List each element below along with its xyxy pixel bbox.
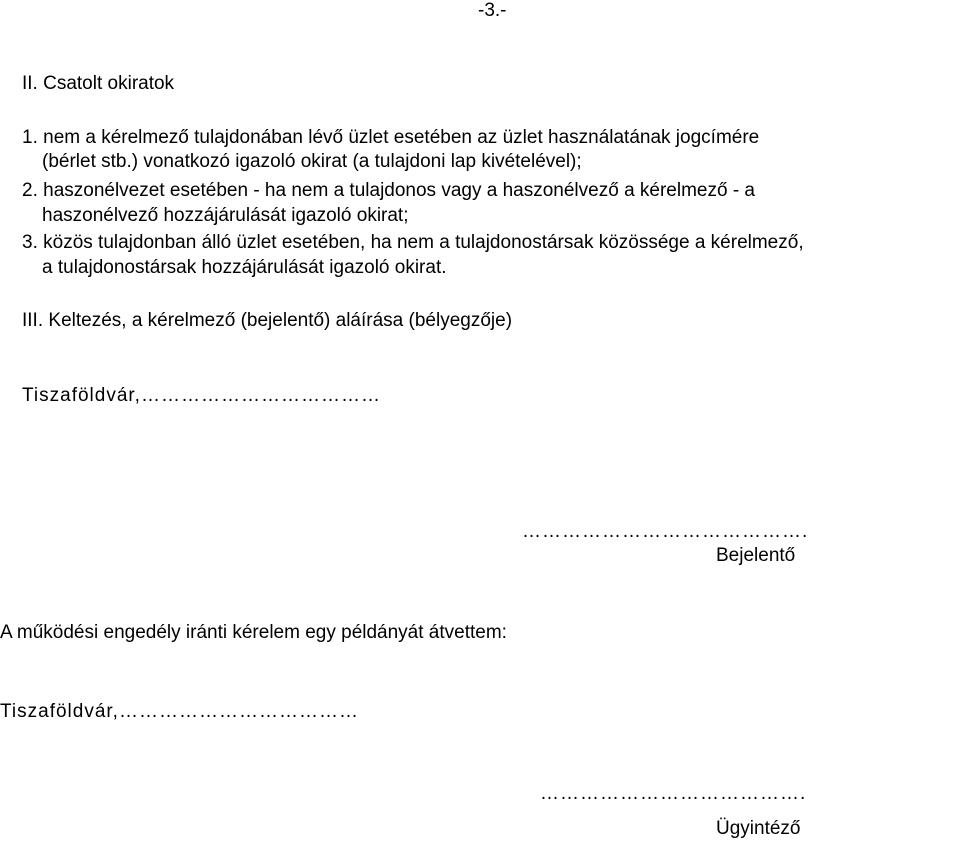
section-ii-title: II. Csatolt okiratok xyxy=(22,73,175,94)
clerk-place-date: Tiszaföldvár,……………………………… xyxy=(0,701,359,722)
applicant-signature-line: ……………………………………. xyxy=(522,521,809,542)
list-item-2-line-2: haszonélvező hozzájárulását igazoló okirat; xyxy=(42,205,409,226)
list-item-1-line-1: 1. nem a kérelmező tulajdonában lévő üzlet esetében az üzlet használatának jogcímére xyxy=(22,127,760,148)
clerk-signature-line: …………………………………. xyxy=(540,783,807,804)
applicant-place-date: Tiszaföldvár,……………………………… xyxy=(22,385,381,406)
page-number: -3.- xyxy=(478,0,507,21)
list-item-2-line-1: 2. haszonélvezet esetében - ha nem a tulajdonos vagy a haszonélvező a kérelmező - a xyxy=(22,180,756,201)
list-item-3-line-2: a tulajdonostársak hozzájárulását igazoló okirat. xyxy=(42,257,447,278)
section-iii-title: III. Keltezés, a kérelmező (bejelentő) aláírása (bélyegzője) xyxy=(22,310,513,331)
receipt-statement: A működési engedély iránti kérelem egy példányát átvettem: xyxy=(0,622,507,643)
applicant-signature-label: Bejelentő xyxy=(716,545,796,566)
list-item-1-line-2: (bérlet stb.) vonatkozó igazoló okirat (a tulajdoni lap kivételével); xyxy=(42,151,582,172)
clerk-signature-label: Ügyintéző xyxy=(716,818,801,839)
list-item-3-line-1: 3. közös tulajdonban álló üzlet esetében, ha nem a tulajdonostársak közössége a kérelmező, xyxy=(22,232,804,253)
